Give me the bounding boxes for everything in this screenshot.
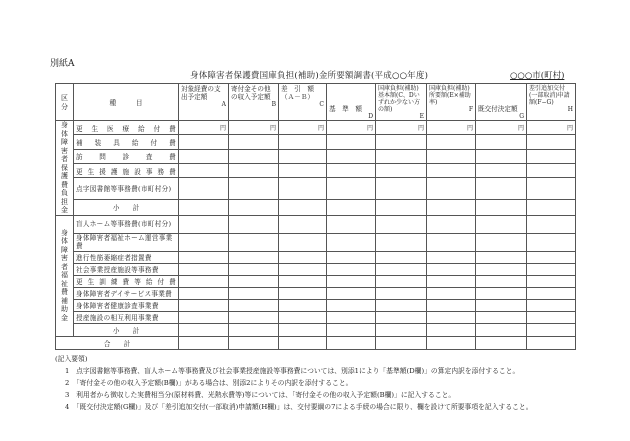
header-kubun: 区分	[56, 84, 74, 121]
amount-cell[interactable]	[179, 323, 229, 336]
amount-cell[interactable]	[229, 135, 279, 149]
amount-cell[interactable]	[376, 299, 427, 311]
header-g-letter: G	[519, 113, 524, 120]
amount-cell[interactable]	[279, 251, 327, 263]
amount-cell[interactable]	[179, 215, 229, 233]
amount-cell[interactable]	[376, 215, 427, 233]
amount-cell[interactable]	[376, 178, 427, 200]
cell[interactable]	[179, 336, 229, 349]
amount-cell[interactable]	[327, 178, 376, 200]
amount-cell[interactable]	[527, 178, 576, 200]
municipality-name: ○○○市(町村)	[510, 71, 565, 81]
document-label: 別紙A	[50, 59, 75, 69]
cell[interactable]	[376, 336, 427, 349]
amount-cell[interactable]	[376, 275, 427, 287]
header-e	[376, 84, 427, 121]
budget-table	[55, 83, 576, 350]
item-label: 更生援護施設事務費	[74, 164, 179, 178]
amount-cell[interactable]	[427, 299, 476, 311]
amount-cell[interactable]	[327, 215, 376, 233]
section-1	[56, 121, 576, 216]
amount-cell[interactable]	[279, 215, 327, 233]
section-2	[56, 215, 576, 336]
amount-cell[interactable]	[427, 233, 476, 251]
header-c	[279, 84, 327, 121]
notes-heading: (記入要領)	[55, 354, 88, 363]
subtotal-label: 小 計	[74, 199, 179, 215]
cell[interactable]	[279, 336, 327, 349]
amount-cell[interactable]	[179, 311, 229, 323]
amount-cell[interactable]	[376, 199, 427, 215]
amount-cell[interactable]	[279, 287, 327, 299]
amount-cell[interactable]	[376, 311, 427, 323]
amount-cell[interactable]	[427, 149, 476, 163]
table-row	[56, 275, 576, 287]
amount-cell[interactable]	[476, 215, 527, 233]
amount-cell[interactable]: 円	[229, 121, 279, 135]
page-title: 身体障害者保護費国庫負担(補助)金所要額調書(平成○○年度)	[190, 71, 429, 81]
amount-cell[interactable]	[229, 323, 279, 336]
amount-cell[interactable]	[327, 323, 376, 336]
amount-cell[interactable]	[427, 323, 476, 336]
amount-cell[interactable]	[229, 251, 279, 263]
amount-cell[interactable]	[229, 263, 279, 275]
amount-cell[interactable]	[427, 275, 476, 287]
amount-cell[interactable]	[279, 275, 327, 287]
amount-cell[interactable]	[476, 178, 527, 200]
header-e-letter: E	[419, 113, 424, 120]
amount-cell[interactable]	[279, 263, 327, 275]
amount-cell[interactable]: 円	[376, 121, 427, 135]
table-row	[56, 311, 576, 323]
item-label: 更生医療給付費	[74, 121, 179, 135]
amount-cell[interactable]	[527, 233, 576, 251]
amount-cell[interactable]	[279, 164, 327, 178]
amount-cell[interactable]	[527, 149, 576, 163]
amount-cell[interactable]	[476, 149, 527, 163]
amount-cell[interactable]	[527, 311, 576, 323]
amount-cell[interactable]	[279, 299, 327, 311]
item-label: 進行性筋萎縮症者措置費	[74, 251, 179, 263]
amount-cell[interactable]	[476, 299, 527, 311]
total-label: 合 計	[56, 336, 179, 349]
amount-cell[interactable]	[527, 215, 576, 233]
table-row	[56, 164, 576, 178]
amount-cell[interactable]	[279, 199, 327, 215]
amount-cell[interactable]	[229, 149, 279, 163]
amount-cell[interactable]	[376, 323, 427, 336]
amount-cell[interactable]	[327, 251, 376, 263]
amount-cell[interactable]	[476, 323, 527, 336]
amount-cell[interactable]	[427, 215, 476, 233]
amount-cell[interactable]	[527, 287, 576, 299]
notes	[55, 353, 615, 413]
amount-cell[interactable]	[179, 164, 229, 178]
cell[interactable]	[427, 336, 476, 349]
subtotal-label: 小 計	[74, 323, 179, 336]
table-row	[56, 135, 576, 149]
header-f-letter: F	[468, 106, 473, 113]
amount-cell[interactable]	[179, 178, 229, 200]
header-a-letter: A	[221, 101, 226, 108]
amount-cell[interactable]	[279, 178, 327, 200]
amount-cell[interactable]	[427, 199, 476, 215]
amount-cell[interactable]	[279, 135, 327, 149]
amount-cell[interactable]	[327, 299, 376, 311]
amount-cell[interactable]	[327, 199, 376, 215]
amount-cell[interactable]	[527, 199, 576, 215]
amount-cell[interactable]	[327, 164, 376, 178]
section-label: 身体障害者保護費負担金	[56, 121, 74, 216]
amount-cell[interactable]	[279, 233, 327, 251]
amount-cell[interactable]	[376, 263, 427, 275]
amount-cell[interactable]	[476, 199, 527, 215]
note-item: 2 「寄付金その他の収入予定額(B欄)」がある場合は、別添2によりその内訳を添付すること。	[65, 378, 353, 387]
amount-cell[interactable]	[279, 149, 327, 163]
amount-cell[interactable]	[229, 215, 279, 233]
item-label: 盲人ホーム等事務費(市町村分)	[74, 215, 179, 233]
item-label: 身体障害者健康診査事業費	[74, 299, 179, 311]
document-body	[55, 83, 615, 413]
header-g-text: 既交付決定額	[478, 105, 518, 113]
note-item: 1 点字図書館等事務費、盲人ホーム等事務費及び社会事業授産施設等事務費については、別添1により「基準額(D欄)」の算定内訳を添付すること。	[65, 366, 520, 375]
item-label: 補装具給付費	[74, 135, 179, 149]
amount-cell[interactable]	[179, 299, 229, 311]
header-c-letter: C	[319, 101, 324, 108]
header-h-text: 差引追加交付(一部取消)申請額(F−G)	[529, 85, 570, 106]
amount-cell[interactable]	[179, 149, 229, 163]
amount-cell[interactable]	[376, 251, 427, 263]
amount-cell[interactable]	[476, 311, 527, 323]
header-h-letter: H	[567, 106, 573, 113]
amount-cell[interactable]	[179, 199, 229, 215]
header-a	[179, 84, 229, 121]
cell[interactable]	[527, 336, 576, 349]
header-f	[427, 84, 476, 121]
amount-cell[interactable]	[427, 251, 476, 263]
amount-cell[interactable]	[476, 233, 527, 251]
header-row	[56, 84, 576, 121]
total-row	[56, 336, 576, 349]
amount-cell[interactable]	[527, 275, 576, 287]
amount-cell[interactable]	[229, 164, 279, 178]
table-row	[56, 233, 576, 251]
amount-cell[interactable]	[229, 199, 279, 215]
amount-cell[interactable]: 円	[476, 121, 527, 135]
amount-cell[interactable]	[527, 323, 576, 336]
header-b-letter: B	[271, 101, 276, 108]
amount-cell[interactable]	[327, 311, 376, 323]
amount-cell[interactable]	[179, 287, 229, 299]
amount-cell[interactable]: 円	[427, 121, 476, 135]
amount-cell[interactable]	[179, 275, 229, 287]
amount-cell[interactable]	[179, 135, 229, 149]
table-row	[56, 149, 576, 163]
amount-cell[interactable]	[327, 275, 376, 287]
amount-cell[interactable]	[476, 251, 527, 263]
amount-cell[interactable]	[376, 149, 427, 163]
amount-cell[interactable]	[476, 275, 527, 287]
amount-cell[interactable]: 円	[327, 121, 376, 135]
header-shumoku: 種 目	[74, 84, 179, 121]
subtotal-row	[56, 199, 576, 215]
amount-cell[interactable]	[229, 299, 279, 311]
amount-cell[interactable]	[527, 135, 576, 149]
amount-cell[interactable]	[327, 287, 376, 299]
amount-cell[interactable]	[476, 135, 527, 149]
note-item: 3 利用者から徴収した実費相当分(原材料費、光熱水費等)等については、「寄付金その他の収入予定額(B欄)」に記入すること。	[65, 390, 456, 399]
amount-cell[interactable]	[229, 287, 279, 299]
amount-cell[interactable]	[427, 311, 476, 323]
amount-cell[interactable]	[427, 164, 476, 178]
table-row	[56, 215, 576, 233]
table-row	[56, 287, 576, 299]
amount-cell[interactable]	[427, 287, 476, 299]
amount-cell[interactable]	[279, 311, 327, 323]
amount-cell[interactable]	[179, 251, 229, 263]
amount-cell[interactable]	[229, 233, 279, 251]
amount-cell[interactable]	[527, 164, 576, 178]
amount-cell[interactable]	[476, 287, 527, 299]
header-d	[327, 84, 376, 121]
header-d-text: 基 準 額	[329, 105, 362, 113]
header-a-text: 対象経費の支出予定額	[181, 85, 221, 101]
amount-cell[interactable]	[527, 263, 576, 275]
amount-cell[interactable]: 円	[179, 121, 229, 135]
header-h	[527, 84, 576, 121]
amount-cell[interactable]	[427, 263, 476, 275]
header-d-letter: D	[368, 113, 373, 120]
amount-cell[interactable]	[179, 233, 229, 251]
item-label: 訪問診査費	[74, 149, 179, 163]
amount-cell[interactable]	[229, 311, 279, 323]
amount-cell[interactable]	[476, 164, 527, 178]
header-b	[229, 84, 279, 121]
amount-cell[interactable]	[376, 164, 427, 178]
cell[interactable]	[476, 336, 527, 349]
cell[interactable]	[229, 336, 279, 349]
table-row	[56, 299, 576, 311]
header-g	[476, 84, 527, 121]
amount-cell[interactable]	[279, 323, 327, 336]
section-label: 身体障害者福祉費補助金	[56, 215, 74, 336]
amount-cell[interactable]	[427, 135, 476, 149]
amount-cell[interactable]	[376, 287, 427, 299]
amount-cell[interactable]	[376, 233, 427, 251]
amount-cell[interactable]	[229, 275, 279, 287]
amount-cell[interactable]	[327, 233, 376, 251]
note-item: 4 「既交付決定額(G欄)」及び「差引追加交付(一部取消)申請額(H欄)」は、交付要綱の7による手続の場合に限り、欄を設けて所要事項を記入すること。	[65, 402, 533, 411]
header-f-text: 国庫負担(補助)所要額(E×補助率)	[429, 85, 471, 106]
amount-cell[interactable]	[327, 149, 376, 163]
amount-cell[interactable]	[527, 299, 576, 311]
table-row	[56, 178, 576, 200]
header-b-text: 寄付金その他の収入予定額	[231, 85, 271, 101]
item-label: 点字図書館等事務費(市町村分)	[74, 178, 179, 200]
amount-cell[interactable]: 円	[279, 121, 327, 135]
table-row	[56, 121, 576, 135]
header-c-text: 差 引 額（Ａ－Ｂ）	[281, 85, 314, 101]
amount-cell[interactable]	[376, 135, 427, 149]
amount-cell[interactable]: 円	[527, 121, 576, 135]
amount-cell[interactable]	[229, 178, 279, 200]
item-label: 授産施設の相互利用事業費	[74, 311, 179, 323]
amount-cell[interactable]	[476, 263, 527, 275]
amount-cell[interactable]	[327, 135, 376, 149]
cell[interactable]	[327, 336, 376, 349]
amount-cell[interactable]	[179, 263, 229, 275]
header-e-text: 国庫負担(補助)基本額(C、Dいずれか少ない方の額)	[378, 85, 421, 113]
item-label: 社会事業授産施設等事務費	[74, 263, 179, 275]
table-row	[56, 263, 576, 275]
item-label: 身体障害者デイサービス事業費	[74, 287, 179, 299]
item-label: 身体障害者福祉ホーム運営事業費	[74, 233, 179, 251]
amount-cell[interactable]	[327, 263, 376, 275]
amount-cell[interactable]	[527, 251, 576, 263]
subtotal-row	[56, 323, 576, 336]
amount-cell[interactable]	[427, 178, 476, 200]
item-label: 更生訓練費等給付費	[74, 275, 179, 287]
table-row	[56, 251, 576, 263]
